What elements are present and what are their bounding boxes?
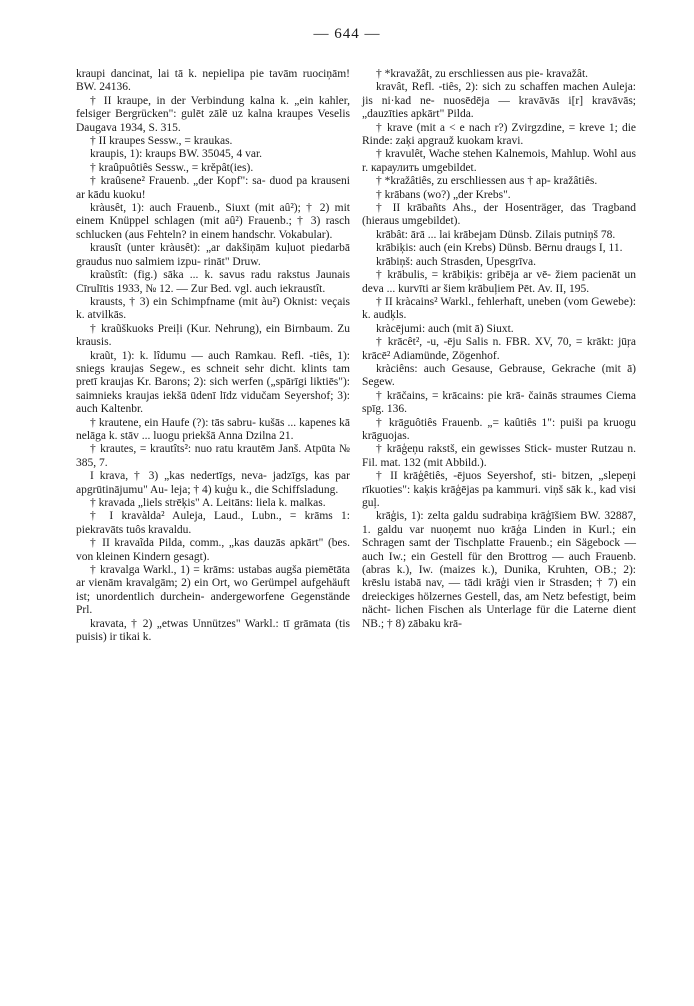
dictionary-entry: † I kravàlda² Auleja, Laud., Lubn., = krāms 1: piekravāts tuôs kravaldu. — [76, 510, 350, 536]
dictionary-entry: kràcējumi: auch (mit ā) Siuxt. — [376, 322, 514, 335]
dictionary-entry: † krābulis, = krābiķis: gribēja ar vē- žiem pacienāt un deva ... kurvīti ar šiem krābuļiem Pēt. Av. II, 195. — [362, 269, 636, 295]
dictionary-entry: † kraûsene² Frauenb. „der Kopf": sa- duod pa krauseni ar kādu kuoku! — [76, 175, 350, 201]
right-column — [362, 68, 636, 631]
dictionary-entry: † krāģeņu rakstš, ein gewisses Stick- muster Rutzau n. Fil. mat. 132 (mit Abbild.). — [362, 443, 636, 469]
dictionary-entry: kràusêt, 1): auch Frauenb., Siuxt (mit aû²); † 2) mit einem Knüppel schlagen (mit aû²) Frauenb.; † 3) rasch schlucken (aus Fehteln? in einem handschr. Vokabular). — [76, 202, 350, 241]
dictionary-entry: † krāguôtiês Frauenb. „= kaûtiês 1": puiši pa kruogu krāguojas. — [362, 416, 636, 442]
dictionary-entry: krābiķis: auch (ein Krebs) Dünsb. Bērnu draugs I, 11. — [376, 242, 623, 255]
dictionary-entry: † krave (mit a < e nach r?) Zvirgzdine, = kreve 1; die Rinde: zaķi apgrauž kuokam kravi. — [362, 121, 636, 148]
dictionary-entry: † kraûpuôtiês Sessw., = krĕpât(ies). — [90, 161, 254, 174]
dictionary-entry: † kravada „liels strēķis" A. Leitāns: liela k. malkas. — [90, 497, 326, 509]
dictionary-entry: † II kraupe, in der Verbindung kalna k. „ein kahler, felsiger Bergrücken": gulēt zālē uz kalna kraupes Veselis Daugava 1934, S. 315. — [76, 94, 350, 134]
dictionary-entry: I krava, † 3) „kas nedertīgs, neva- jadzīgs, kas par apgrūtinājumu" Au- leja; † 4) kuģu k., die Schiffsladung. — [76, 470, 350, 496]
page-number: — 644 — — [313, 26, 381, 42]
dictionary-entry: kravata, † 2) „etwas Unnützes" Warkl.: tī grāmata (tis puisis) ir tikai k. — [76, 617, 350, 644]
dictionary-entry: kravât, Refl. -tiês, 2): sich zu schaffen machen Auleja: jis ni·kad ne- nuosēdēja — kravāvās i[r] kravāvās; „dauzīties apkārt" Pilda. — [362, 81, 636, 121]
dictionary-entry: † II krāģêtiês, -ējuos Seyershof, sti- bitzen, „slepeņi rīkuoties": kaķis krāģējas pa kammuri. viņš sāk k., kad visi guļ. — [362, 470, 636, 509]
dictionary-entry: krāģis, 1): zelta galdu sudrabiņa krāģīšiem BW. 32887, 1. galdu var nuoņemt nuo krāģa Linden in Kurl.; ein Schragen samt der Tischplatte Frauenb.; ein Sägebock — auch Iw.; ein Gestell für den Brottrog — auch Frauenb. (abras k.), Iw. (maizes k.), Dunika, Kruhten, OB.; 2): krēslu istabā nav, — tādi krāģi vien ir Strasden; † 7) ein dreieckiges hölzernes Gestell, das, am Netz befestigt, beim nächt- lichen Fischen als Unterlage für die Laterne dient NB.; † 8) zābaku krā- — [362, 510, 636, 630]
dictionary-entry: krābiņš: auch Strasden, Upesgrīva. — [376, 255, 537, 268]
dictionary-entry: kraũt, 1): k. lîdumu — auch Ramkau. Refl. -tiês, 1): sniegs kraujas Segew., es schneit sehr dicht. klints tam pretī kraujas Kr. Barons; 2): sich werfen („spārīgi liktiēs"): saimnieks kraujas iekšā ūdenī līdz vidučam Seyershof; 3): auch Kaltenbr. — [76, 349, 350, 416]
dictionary-entry: † kraũškuoks Preiļi (Kur. Nehrung), ein Birnbaum. Zu krausis. — [76, 322, 350, 349]
dictionary-entry: krausît (unter kràusêt): „ar dakšiņām kuļuot piedarbā graudus nuo salmiem izpu- rināt" Druw. — [76, 242, 350, 268]
dictionary-entry: † kravalga Warkl., 1) = krāms: ustabas augša piemētāta ar vienām kravalgām; 2) ein Ort, wo Gerümpel aufgehäuft ist; unordentlich durchein- andergeworfene Gegenstände Prl. — [76, 564, 350, 617]
dictionary-entry: † II kravaĩda Pilda, comm., „kas dauzās apkārt" (bes. von kleinen Kindern gesagt). — [76, 537, 350, 563]
dictionary-entry: krausts, † 3) ein Schimpfname (mit àu²) Oknist: veçais k. atvilkās. — [76, 295, 350, 322]
dictionary-entry: † krācêt², -u, -ēju Salis n. FBR. XV, 70, = krākt: jūŗa krācē² Adiamünde, Zögenhof. — [362, 336, 636, 362]
dictionary-entry: kraupis, 1): kraups BW. 35045, 4 var. — [90, 148, 263, 161]
dictionary-entry: † II kraupes Sessw., = kraukas. — [90, 135, 233, 148]
dictionary-entry: † *kražâtiês, zu erschliessen aus † ap- kražâtiês. — [376, 175, 598, 188]
dictionary-entry: kraũstît: (fig.) sāka ... k. savus radu rakstus Jaunais Cīrulītis 1933, № 12. — Zur Bed. vgl. auch iekraustît. — [76, 269, 350, 295]
dictionary-entry: kràciêns: auch Gesause, Gebrause, Gekrache (mit ā) Segew. — [362, 362, 636, 389]
dictionary-entry: † krāčains, = krācains: pie krā- čainās straumes Ciema spīg. 136. — [362, 389, 636, 416]
dictionary-entry: † *kravažât, zu erschliessen aus pie- kravažât. — [376, 68, 589, 80]
dictionary-entry: † kravulêt, Wache stehen Kalnemois, Mahlup. Wohl aus r. караулить umgebildet. — [362, 148, 636, 174]
dictionary-entry: † krābans (wo?) „der Krebs". — [376, 188, 511, 201]
left-column — [76, 68, 350, 644]
dictionary-entry: † krautene, ein Haufe (?): tās sabru- kušās ... kapenes kā nelāga k. stāv ... luogu priekšā Anna Dzilna 21. — [76, 416, 350, 442]
dictionary-entry: † II krābañts Ahs., der Hosenträger, das Tragband (hieraus umgebildet). — [362, 202, 636, 228]
dictionary-entry: † II kràcains² Warkl., fehlerhaft, uneben (vom Gewebe): k. audķls. — [362, 295, 636, 322]
dictionary-entry: kraupi dancinat, lai tā k. nepielipa pie tavām ruociņām! BW. 24136. — [76, 68, 350, 94]
dictionary-entry: krābât: ārā ... lai krābejam Dünsb. Zilais putniņš 78. — [376, 228, 616, 241]
dictionary-entry: † krautes, = krautîts²: nuo ratu krautēm Janš. Atpūta № 385, 7. — [76, 443, 350, 469]
